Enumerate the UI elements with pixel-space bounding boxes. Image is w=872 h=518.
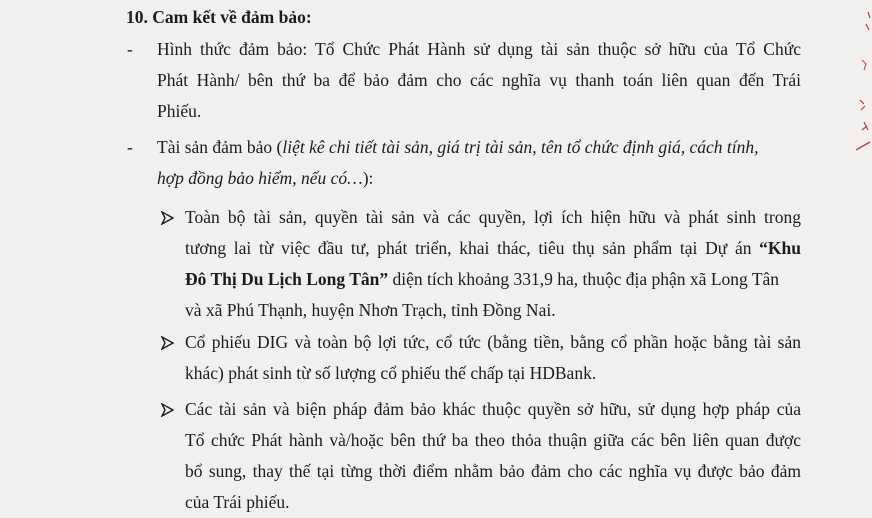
list-item-line: Các tài sản và biện pháp đảm bảo khác thuộc quyền sở hữu, sử dụng hợp pháp của bbox=[185, 399, 801, 419]
paragraph-line bbox=[157, 167, 373, 189]
list-item-line: khác) phát sinh từ số lượng cổ phiếu thế chấp tại HDBank. bbox=[185, 363, 597, 383]
list-item-line: Toàn bộ tài sản, quyền tài sản và các quyền, lợi ích hiện hữu và phát sinh trong bbox=[185, 207, 801, 227]
text-plain: diện tích khoảng 331,9 ha, thuộc địa phận xã Long Tân bbox=[388, 269, 780, 289]
list-item-line: của Trái phiếu. bbox=[185, 492, 290, 512]
paragraph-line: Hình thức đảm bảo: Tổ Chức Phát Hành sử dụng tài sản thuộc sở hữu của Tổ Chức bbox=[157, 39, 801, 59]
text-bold: “Khu bbox=[759, 238, 801, 258]
dash-bullet: - bbox=[127, 137, 133, 157]
paragraph-line: Phiếu. bbox=[157, 101, 202, 121]
text-plain: Tài sản đảm bảo ( bbox=[157, 137, 283, 157]
text-plain: ): bbox=[362, 168, 374, 188]
text-italic: hợp đồng bảo hiểm, nếu có… bbox=[157, 168, 363, 188]
arrow-bullet-icon bbox=[160, 403, 174, 417]
text-bold: Đô Thị Du Lịch Long Tân” bbox=[185, 269, 389, 289]
list-item-line: Tổ chức Phát hành và/hoặc bên thứ ba theo thỏa thuận giữa các bên liên quan được bbox=[185, 430, 801, 450]
dash-bullet: - bbox=[127, 39, 133, 59]
list-item-line bbox=[185, 268, 779, 290]
text-plain: tương lai từ việc đầu tư, phát triển, khai thác, tiêu thụ sản phẩm tại Dự án bbox=[185, 238, 760, 258]
arrow-bullet-icon bbox=[160, 336, 174, 350]
list-item-line: Cổ phiếu DIG và toàn bộ lợi tức, cổ tức (bằng tiền, bằng cổ phần hoặc bằng tài sản bbox=[185, 332, 801, 352]
arrow-bullet-icon bbox=[160, 211, 174, 225]
text-italic: liệt kê chi tiết tài sản, giá trị tài sản, tên tổ chức định giá, cách tính, bbox=[282, 137, 759, 157]
list-item-line bbox=[185, 237, 801, 259]
margin-stamp-marks bbox=[842, 0, 872, 200]
list-item-line: bổ sung, thay thế tại từng thời điểm nhằm bảo đảm cho các nghĩa vụ được bảo đảm bbox=[185, 461, 801, 481]
list-item-line: và xã Phú Thạnh, huyện Nhơn Trạch, tỉnh Đồng Nai. bbox=[185, 300, 556, 320]
paragraph-line bbox=[157, 136, 801, 158]
section-heading: 10. Cam kết về đảm bảo: bbox=[126, 7, 312, 27]
paragraph-line: Phát Hành/ bên thứ ba để bảo đảm cho các nghĩa vụ thanh toán liên quan đến Trái bbox=[157, 70, 801, 90]
